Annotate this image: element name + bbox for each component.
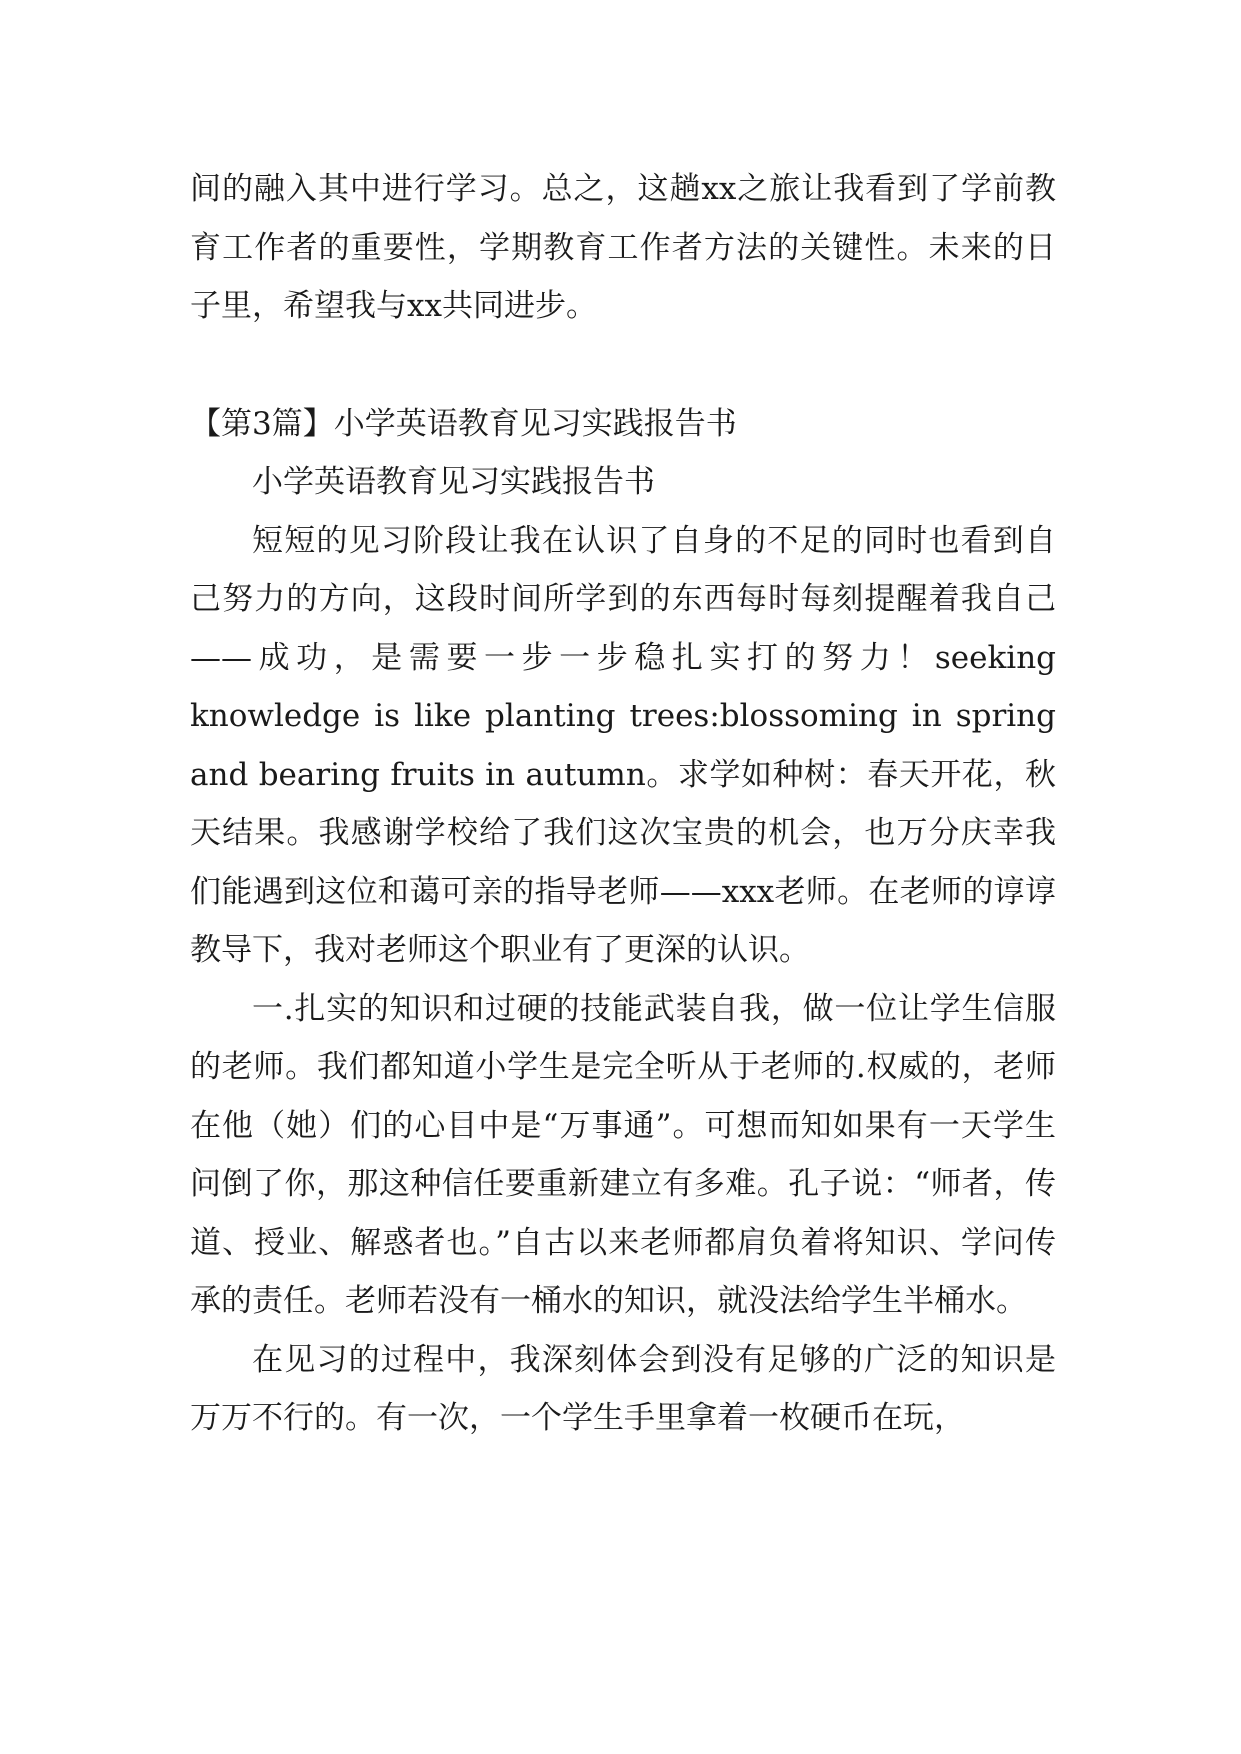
document-body	[190, 160, 1056, 1448]
report-title: 小学英语教育见习实践报告书	[252, 464, 655, 500]
body-paragraph: 一.扎实的知识和过硬的技能武装自我，做一位让学生信服的老师。我们都知道小学生是完全听从于老师的.权威的，老师在他（她）们的心目中是“万事通”。可想而知如果有一天学生问倒了你，那这种信任要重新建立有多难。孔子说：“师者，传道、授业、解惑者也。”自古以来老师都肩负着将知识、学问传承的责任。老师若没有一桶水的知识，就没法给学生半桶水。	[190, 990, 1056, 1319]
continuation-paragraph: 间的融入其中进行学习。总之，这趟xx之旅让我看到了学前教育工作者的重要性，学期教育工作者方法的关键性。未来的日子里，希望我与xx共同进步。	[190, 171, 1056, 324]
body-paragraph: 短短的见习阶段让我在认识了自身的不足的同时也看到自己努力的方向，这段时间所学到的东西每时每刻提醒着我自己——成功，是需要一步一步稳扎实打的努力！seeking knowledge is like planting trees:blossoming in spring and bearing fruits in autumn。求学如种树：春天开花，秋天结果。我感谢学校给了我们这次宝贵的机会，也万分庆幸我们能遇到这位和蔼可亲的指导老师——xxx老师。在老师的谆谆教导下，我对老师这个职业有了更深的认识。	[190, 522, 1056, 968]
section-heading: 【第3篇】小学英语教育见习实践报告书	[190, 405, 737, 442]
body-paragraph: 在见习的过程中，我深刻体会到没有足够的广泛的知识是万万不行的。有一次，一个学生手里拿着一枚硬币在玩，	[190, 1341, 1056, 1436]
